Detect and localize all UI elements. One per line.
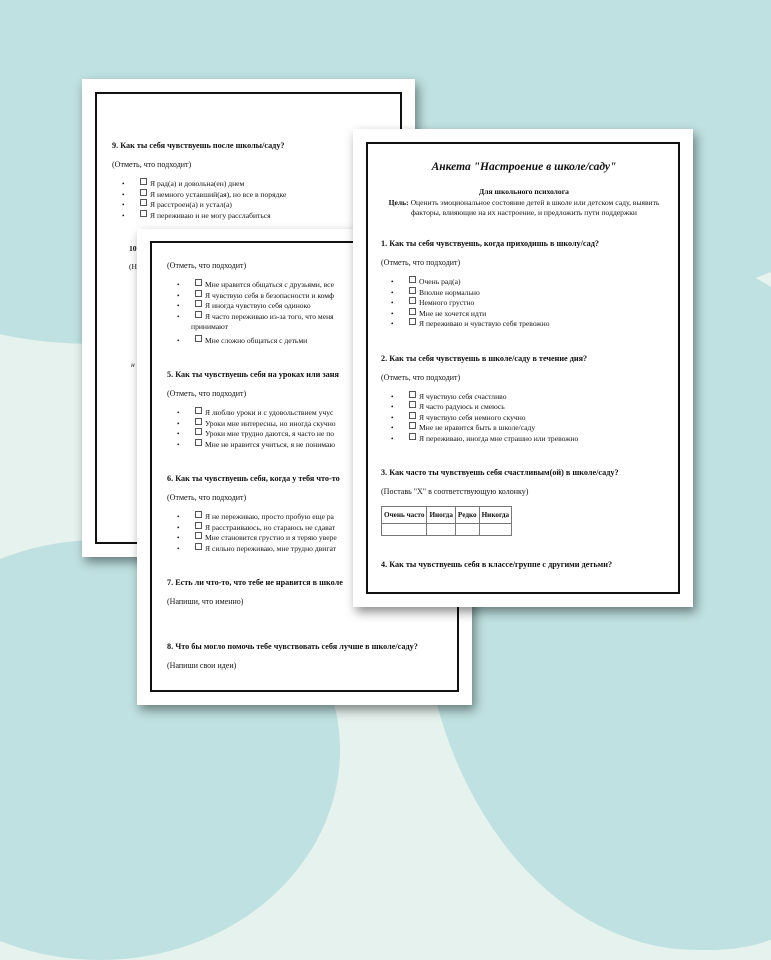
checkbox-icon[interactable] xyxy=(140,189,147,196)
checkbox-icon[interactable] xyxy=(409,422,416,429)
option-item[interactable]: • Я рад(а) и довольна(ен) днем xyxy=(122,179,245,188)
table-cell[interactable] xyxy=(382,524,427,536)
goal-label: Цель: xyxy=(388,198,409,207)
table-cell[interactable] xyxy=(427,524,455,536)
question-5-note: (Отметь, что подходит) xyxy=(167,389,247,398)
question-6: 6. Как ты чувствуешь себя, когда у тебя что-то xyxy=(167,474,340,483)
question-5: 5. Как ты чувствуешь себя на уроках или заня xyxy=(167,370,339,379)
checkbox-icon[interactable] xyxy=(195,335,202,342)
checkbox-icon[interactable] xyxy=(195,511,202,518)
option-item[interactable]: • Мне не нравится учиться, я не понимаю xyxy=(177,439,336,449)
option-item[interactable]: • Мне становится грустно и я теряю увере xyxy=(177,533,337,542)
checkbox-icon[interactable] xyxy=(195,290,202,297)
option-item[interactable]: • Мне нравится общаться с друзьями, все xyxy=(177,280,334,289)
checkbox-icon[interactable] xyxy=(195,407,202,414)
checkbox-icon[interactable] xyxy=(195,532,202,539)
option-item[interactable]: • Я чувствую себя немного скучно xyxy=(391,412,526,422)
options-note: (Отметь, что подходит) xyxy=(167,261,247,270)
question-2-options xyxy=(391,392,667,445)
checkbox-icon[interactable] xyxy=(140,178,147,185)
page-content xyxy=(381,153,667,583)
option-item[interactable]: • Я часто радуюсь и смеюсь xyxy=(391,402,505,411)
option-item[interactable]: • Я чувствую себя счастливо xyxy=(391,391,507,401)
checkbox-icon[interactable] xyxy=(409,287,416,294)
option-item[interactable]: • Я расстраиваюсь, но стараюсь не сдават xyxy=(177,522,336,532)
option-item[interactable]: • Я иногда чувствую себя одиноко xyxy=(177,301,311,310)
table-header-cell: Редко xyxy=(455,507,479,524)
question-6-note: (Отметь, что подходит) xyxy=(167,493,247,502)
question-3: 3. Как часто ты чувствуешь себя счастливым(ой) в школе/саду? xyxy=(381,468,619,477)
option-item[interactable]: • Я расстроен(а) и устал(а) xyxy=(122,200,232,209)
question-8-note: (Напиши свои идеи) xyxy=(167,661,237,670)
table-header-cell: Иногда xyxy=(427,507,455,524)
table-header-cell: Никогда xyxy=(479,507,512,524)
option-item[interactable]: • Я переживаю и не могу расслабиться xyxy=(122,210,271,220)
checkbox-icon[interactable] xyxy=(195,279,202,286)
option-item[interactable]: • Уроки мне интересны, но иногда скучно xyxy=(177,418,336,428)
table-header-cell: Очень часто xyxy=(382,507,427,524)
question-10-note-fragment: (Н xyxy=(129,262,138,271)
checkbox-icon[interactable] xyxy=(140,199,147,206)
option-item[interactable]: • Я люблю уроки и с удовольствием учус xyxy=(177,408,334,417)
checkbox-icon[interactable] xyxy=(409,276,416,283)
question-4: 4. Как ты чувствуешь себя в классе/группе с другими детьми? xyxy=(381,560,613,569)
table-cell[interactable] xyxy=(479,524,512,536)
checkbox-icon[interactable] xyxy=(409,308,416,315)
page-title: Анкета "Настроение в школе/саду" xyxy=(431,161,617,173)
option-item[interactable]: • Я чувствую себя в безопасности и комф xyxy=(177,290,335,300)
page-subtitle: Для школьного психолога xyxy=(479,187,569,196)
question-9-options xyxy=(122,179,382,221)
option-item[interactable]: • Я часто переживаю из-за того, что меня принимают xyxy=(177,311,334,331)
checkbox-icon[interactable] xyxy=(409,412,416,419)
option-item[interactable]: • Мне сложно общаться с детьми xyxy=(177,335,308,345)
question-2-note: (Отметь, что подходит) xyxy=(381,372,461,382)
question-7-note: (Напиши, что именно) xyxy=(167,597,244,606)
option-item[interactable]: • Очень рад(а) xyxy=(391,277,461,286)
question-8: 8. Что бы могло помочь тебе чувствовать себя лучше в школе/саду? xyxy=(167,642,418,651)
question-9: 9. Как ты себя чувствуешь после школы/саду? xyxy=(112,141,285,150)
checkbox-icon[interactable] xyxy=(195,300,202,307)
question-3-note: (Поставь "X" в соответствующую колонку) xyxy=(381,487,529,496)
frequency-table xyxy=(381,506,512,536)
goal-text: Цель: Оценить эмоциональное состояние детей в школе или детском саду, выявить факторы, влияющие на их настроение, и предложить пути поддержки xyxy=(388,198,660,217)
option-item[interactable]: • Я переживаю и чувствую себя тревожно xyxy=(391,319,550,328)
option-item[interactable]: • Немного грустно xyxy=(391,298,475,307)
checkbox-icon[interactable] xyxy=(195,311,202,318)
text-fragment: н xyxy=(131,360,135,369)
table-cell[interactable] xyxy=(455,524,479,536)
question-1-options xyxy=(391,277,667,330)
question-1: 1. Как ты себя чувствуешь, когда приходишь в школу/сад? xyxy=(381,239,599,248)
checkbox-icon[interactable] xyxy=(195,428,202,435)
option-item[interactable]: • Мне не хочется идти xyxy=(391,308,487,318)
question-10-fragment: 10 xyxy=(129,244,137,253)
option-item[interactable]: • Вполне нормально xyxy=(391,287,480,297)
table-row xyxy=(382,524,512,536)
option-item[interactable]: • Я немного уставший(ая), но все в порядке xyxy=(122,189,287,199)
checkbox-icon[interactable] xyxy=(195,543,202,550)
checkbox-icon[interactable] xyxy=(409,318,416,325)
checkbox-icon[interactable] xyxy=(195,439,202,446)
checkbox-icon[interactable] xyxy=(140,210,147,217)
question-7: 7. Есть ли что-то, что тебе не нравится в школе xyxy=(167,578,343,587)
question-1-note: (Отметь, что подходит) xyxy=(381,258,461,267)
questionnaire-page-front xyxy=(353,129,693,607)
checkbox-icon[interactable] xyxy=(409,401,416,408)
option-item[interactable]: • Уроки мне трудно даются, я часто не по xyxy=(177,429,335,438)
option-item[interactable]: • Мне не нравится быть в школе/саду xyxy=(391,423,536,432)
question-2: 2. Как ты себя чувствуешь в школе/саду в течение дня? xyxy=(381,353,588,363)
checkbox-icon[interactable] xyxy=(409,433,416,440)
option-item[interactable]: • Я сильно переживаю, мне трудно двигат xyxy=(177,543,336,553)
option-item[interactable]: • Я переживаю, иногда мне страшно или тревожно xyxy=(391,433,579,443)
checkbox-icon[interactable] xyxy=(409,391,416,398)
option-item[interactable]: • Я не переживаю, просто пробую еще ра xyxy=(177,512,334,521)
table-header-row xyxy=(382,507,512,524)
question-9-note: (Отметь, что подходит) xyxy=(112,160,192,169)
checkbox-icon[interactable] xyxy=(195,522,202,529)
checkbox-icon[interactable] xyxy=(409,297,416,304)
checkbox-icon[interactable] xyxy=(195,418,202,425)
